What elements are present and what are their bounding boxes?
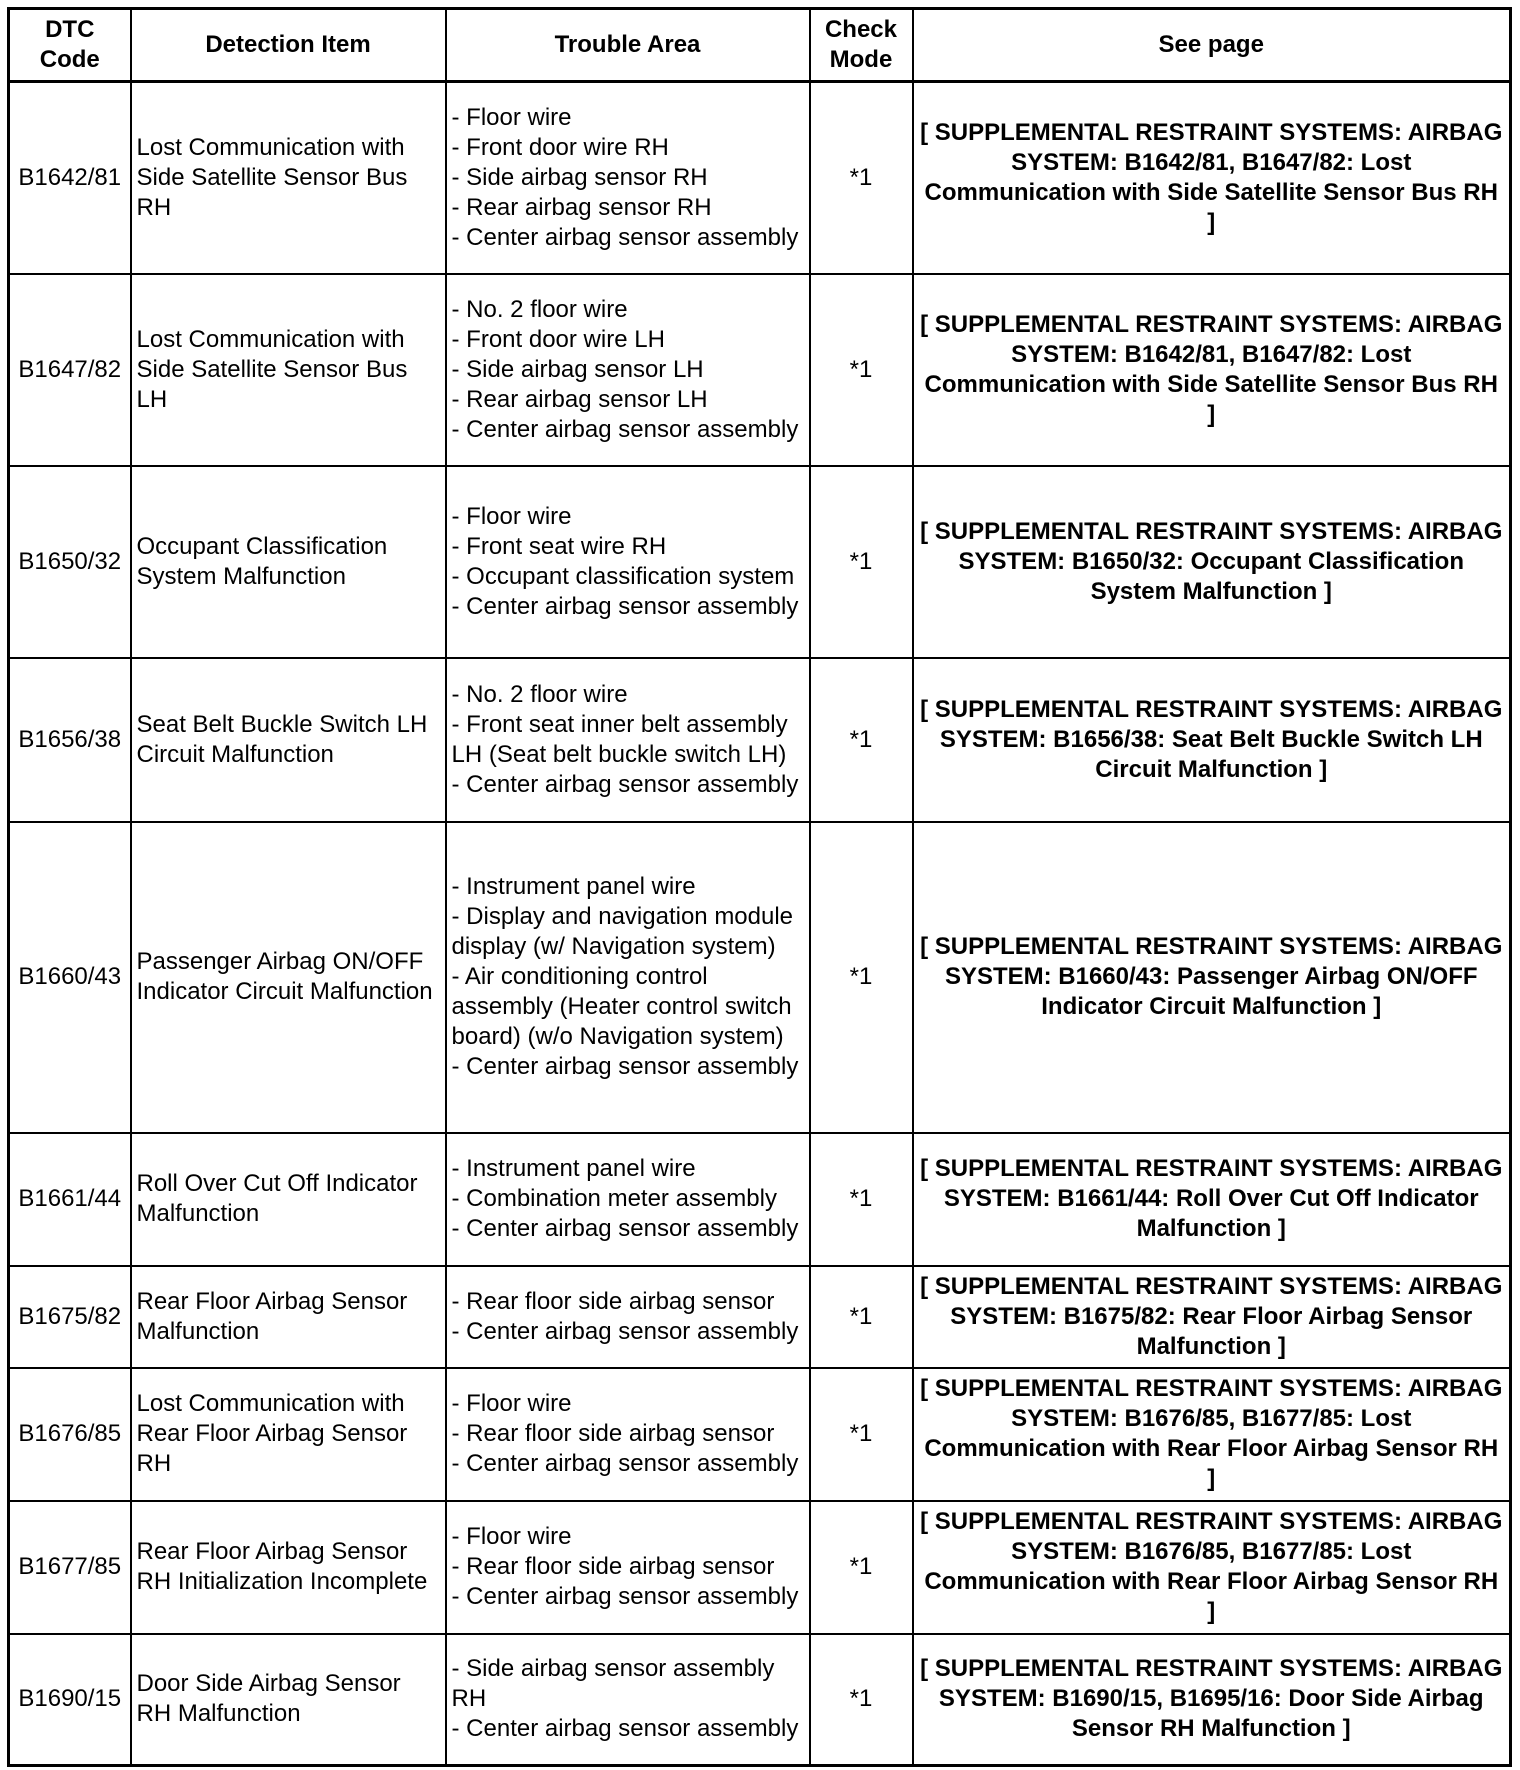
- trouble-area-line: - Center airbag sensor assembly: [451, 1715, 799, 1743]
- table-row: [9, 1133, 1511, 1266]
- trouble-area-line: - Center airbag sensor assembly: [451, 1053, 799, 1080]
- trouble-area-line: - No. 2 floor wire: [451, 295, 628, 323]
- check-mode-cell: *1: [810, 658, 913, 822]
- trouble-area-line: - Center airbag sensor assembly: [451, 1450, 799, 1477]
- see-page-link[interactable]: [ SUPPLEMENTAL RESTRAINT SYSTEMS: AIRBAG SYSTEM: B1676/85, B1677/85: Lost Communication with Rear Floor Airbag Sensor RH ]: [920, 1375, 1503, 1492]
- detection-item-cell: Passenger Airbag ON/OFF Indicator Circuit Malfunction: [131, 822, 446, 1133]
- dtc-code-cell: B1650/32: [9, 466, 131, 658]
- trouble-area-line: - Center airbag sensor assembly: [451, 592, 799, 620]
- see-page-cell: [913, 1133, 1511, 1266]
- trouble-area-line: - Center airbag sensor assembly: [451, 223, 799, 251]
- see-page-link[interactable]: [ SUPPLEMENTAL RESTRAINT SYSTEMS: AIRBAG SYSTEM: B1660/43: Passenger Airbag ON/OFF Indicator Circuit Malfunction ]: [920, 933, 1503, 1020]
- see-page-cell: [913, 1634, 1511, 1766]
- see-page-link[interactable]: [ SUPPLEMENTAL RESTRAINT SYSTEMS: AIRBAG SYSTEM: B1676/85, B1677/85: Lost Communication with Rear Floor Airbag Sensor RH ]: [920, 1508, 1503, 1625]
- trouble-area-line: - Rear airbag sensor RH: [451, 193, 712, 221]
- trouble-area-line: - Air conditioning control assembly (Heater control switch board) (w/o Navigation system): [451, 963, 792, 1050]
- table-row: [9, 1634, 1511, 1766]
- trouble-area-line: - Floor wire: [451, 1523, 572, 1550]
- trouble-area-line: - Front seat inner belt assembly LH (Seat belt buckle switch LH): [451, 710, 788, 768]
- see-page-cell: [913, 82, 1511, 274]
- check-mode-cell: *1: [810, 1133, 913, 1266]
- see-page-link[interactable]: [ SUPPLEMENTAL RESTRAINT SYSTEMS: AIRBAG SYSTEM: B1650/32: Occupant Classification System Malfunction ]: [920, 517, 1503, 605]
- see-page-cell: [913, 658, 1511, 822]
- trouble-area-line: - Floor wire: [451, 1390, 572, 1417]
- see-page-cell: [913, 466, 1511, 658]
- trouble-area-cell: [446, 1501, 810, 1634]
- dtc-code-cell: B1642/81: [9, 82, 131, 274]
- dtc-code-cell: B1677/85: [9, 1501, 131, 1634]
- trouble-area-line: - Center airbag sensor assembly: [451, 1215, 799, 1242]
- trouble-area-line: - Center airbag sensor assembly: [451, 1317, 799, 1345]
- detection-item-cell: Occupant Classification System Malfunction: [131, 466, 446, 658]
- trouble-area-line: - Display and navigation module display (w/ Navigation system): [451, 903, 794, 960]
- table-row: [9, 1266, 1511, 1368]
- see-page-link[interactable]: [ SUPPLEMENTAL RESTRAINT SYSTEMS: AIRBAG SYSTEM: B1656/38: Seat Belt Buckle Switch LH Circuit Malfunction ]: [920, 695, 1503, 783]
- see-page-cell: [913, 1501, 1511, 1634]
- dtc-code-cell: B1676/85: [9, 1368, 131, 1501]
- trouble-area-line: - Center airbag sensor assembly: [451, 770, 799, 798]
- trouble-area-cell: [446, 1133, 810, 1266]
- trouble-area-line: - Occupant classification system: [451, 562, 795, 590]
- trouble-area-line: - Rear floor side airbag sensor: [451, 1287, 775, 1315]
- trouble-area-line: - Front door wire LH: [451, 325, 665, 353]
- detection-item-cell: Rear Floor Airbag Sensor RH Initialization Incomplete: [131, 1501, 446, 1634]
- dtc-code-cell: B1656/38: [9, 658, 131, 822]
- trouble-area-line: - Rear floor side airbag sensor: [451, 1420, 775, 1447]
- trouble-area-line: - Side airbag sensor assembly RH: [451, 1655, 775, 1713]
- trouble-area-cell: [446, 1266, 810, 1368]
- header-check-mode: Check Mode: [810, 9, 913, 82]
- check-mode-cell: *1: [810, 1501, 913, 1634]
- table-row: [9, 1501, 1511, 1634]
- table-header: [9, 9, 1511, 82]
- see-page-link[interactable]: [ SUPPLEMENTAL RESTRAINT SYSTEMS: AIRBAG SYSTEM: B1675/82: Rear Floor Airbag Sensor Malfunction ]: [920, 1272, 1503, 1360]
- trouble-area-line: - Front door wire RH: [451, 133, 669, 161]
- table-row: [9, 822, 1511, 1133]
- detection-item-cell: Seat Belt Buckle Switch LH Circuit Malfunction: [131, 658, 446, 822]
- header-row: [9, 9, 1511, 82]
- detection-item-cell: Door Side Airbag Sensor RH Malfunction: [131, 1634, 446, 1766]
- trouble-area-line: - Side airbag sensor LH: [451, 355, 704, 383]
- dtc-code-cell: B1647/82: [9, 274, 131, 466]
- table-row: [9, 658, 1511, 822]
- trouble-area-cell: [446, 274, 810, 466]
- check-mode-cell: *1: [810, 1266, 913, 1368]
- trouble-area-line: - Floor wire: [451, 103, 572, 131]
- trouble-area-cell: [446, 466, 810, 658]
- trouble-area-line: - Instrument panel wire: [451, 1155, 696, 1182]
- trouble-area-line: - Front seat wire RH: [451, 532, 667, 560]
- detection-item-cell: Lost Communication with Side Satellite Sensor Bus LH: [131, 274, 446, 466]
- trouble-area-line: - Instrument panel wire: [451, 873, 696, 900]
- dtc-code-cell: B1661/44: [9, 1133, 131, 1266]
- trouble-area-cell: [446, 1368, 810, 1501]
- dtc-code-cell: B1675/82: [9, 1266, 131, 1368]
- see-page-link[interactable]: [ SUPPLEMENTAL RESTRAINT SYSTEMS: AIRBAG SYSTEM: B1642/81, B1647/82: Lost Communication with Side Satellite Sensor Bus RH ]: [920, 310, 1503, 428]
- dtc-code-cell: B1690/15: [9, 1634, 131, 1766]
- table-body: [9, 82, 1511, 1766]
- trouble-area-line: - Rear airbag sensor LH: [451, 385, 708, 413]
- check-mode-cell: *1: [810, 274, 913, 466]
- see-page-link[interactable]: [ SUPPLEMENTAL RESTRAINT SYSTEMS: AIRBAG SYSTEM: B1690/15, B1695/16: Door Side Airbag Sensor RH Malfunction ]: [920, 1655, 1503, 1743]
- trouble-area-line: - Combination meter assembly: [451, 1185, 777, 1212]
- trouble-area-line: - Floor wire: [451, 502, 572, 530]
- check-mode-cell: *1: [810, 466, 913, 658]
- see-page-cell: [913, 1368, 1511, 1501]
- check-mode-cell: *1: [810, 82, 913, 274]
- trouble-area-line: - Center airbag sensor assembly: [451, 1583, 799, 1610]
- check-mode-cell: *1: [810, 822, 913, 1133]
- table-row: [9, 466, 1511, 658]
- see-page-link[interactable]: [ SUPPLEMENTAL RESTRAINT SYSTEMS: AIRBAG SYSTEM: B1642/81, B1647/82: Lost Communication with Side Satellite Sensor Bus RH ]: [920, 118, 1503, 236]
- see-page-link[interactable]: [ SUPPLEMENTAL RESTRAINT SYSTEMS: AIRBAG SYSTEM: B1661/44: Roll Over Cut Off Indicator Malfunction ]: [920, 1155, 1503, 1242]
- header-dtc-code: DTC Code: [9, 9, 131, 82]
- header-see-page: See page: [913, 9, 1511, 82]
- check-mode-cell: *1: [810, 1634, 913, 1766]
- table-row: [9, 1368, 1511, 1501]
- detection-item-cell: Lost Communication with Side Satellite Sensor Bus RH: [131, 82, 446, 274]
- header-detection-item: Detection Item: [131, 9, 446, 82]
- table-row: [9, 82, 1511, 274]
- header-trouble-area: Trouble Area: [446, 9, 810, 82]
- trouble-area-line: - Side airbag sensor RH: [451, 163, 708, 191]
- trouble-area-cell: [446, 822, 810, 1133]
- detection-item-cell: Lost Communication with Rear Floor Airbag Sensor RH: [131, 1368, 446, 1501]
- dtc-table: [7, 7, 1512, 1767]
- see-page-cell: [913, 1266, 1511, 1368]
- trouble-area-line: - No. 2 floor wire: [451, 680, 628, 708]
- trouble-area-line: - Rear floor side airbag sensor: [451, 1553, 775, 1580]
- trouble-area-cell: [446, 1634, 810, 1766]
- see-page-cell: [913, 822, 1511, 1133]
- table-row: [9, 274, 1511, 466]
- trouble-area-line: - Center airbag sensor assembly: [451, 415, 799, 443]
- see-page-cell: [913, 274, 1511, 466]
- detection-item-cell: Roll Over Cut Off Indicator Malfunction: [131, 1133, 446, 1266]
- check-mode-cell: *1: [810, 1368, 913, 1501]
- trouble-area-cell: [446, 82, 810, 274]
- dtc-code-cell: B1660/43: [9, 822, 131, 1133]
- detection-item-cell: Rear Floor Airbag Sensor Malfunction: [131, 1266, 446, 1368]
- trouble-area-cell: [446, 658, 810, 822]
